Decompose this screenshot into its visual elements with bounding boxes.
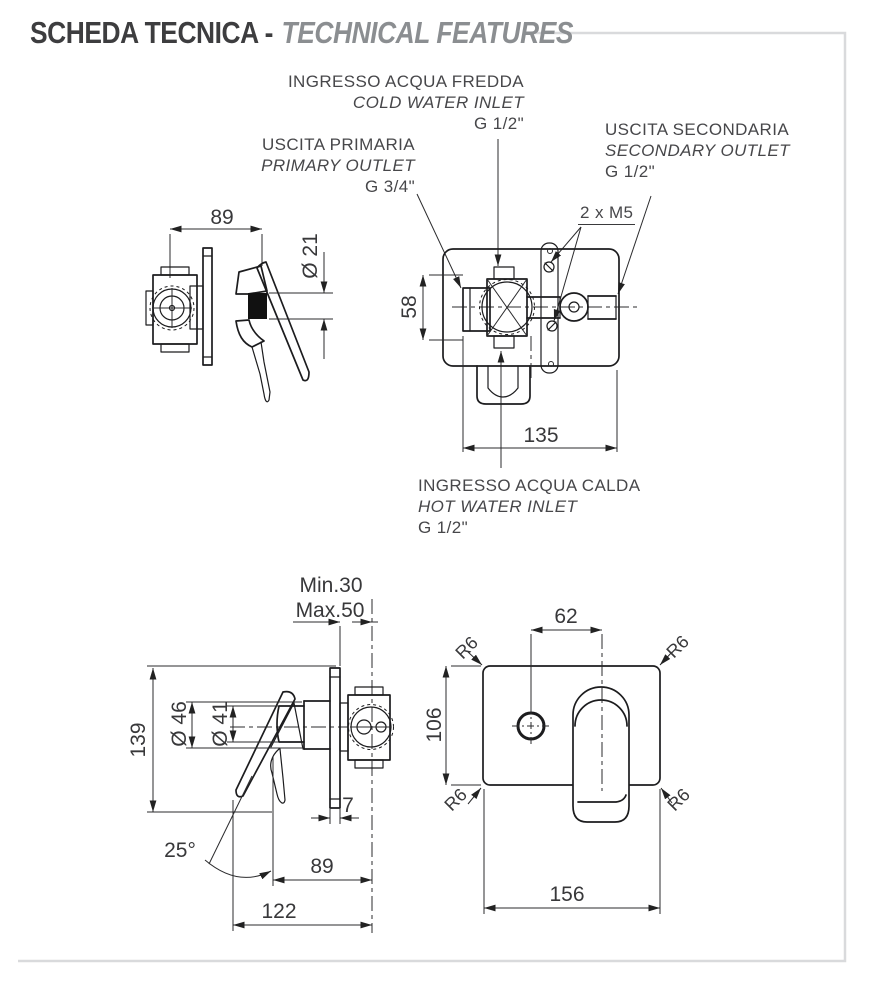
dim-plan-height: 58 bbox=[398, 295, 421, 319]
callout-cold-thread: G 1/2" bbox=[473, 114, 524, 133]
primary-outlet-leader bbox=[417, 194, 461, 288]
dim-plate-thickness: 7 bbox=[342, 794, 354, 817]
callout-secondary-en: SECONDARY OUTLET bbox=[605, 141, 790, 160]
callout-secondary-it: USCITA SECONDARIA bbox=[605, 120, 790, 139]
dim-max-depth: Max.50 bbox=[295, 599, 365, 622]
callout-cold-en: COLD WATER INLET bbox=[352, 93, 524, 112]
dim-plate-height: 106 bbox=[423, 707, 446, 743]
dim-handle-projection: 89 bbox=[310, 855, 334, 878]
callout-cold-it: INGRESSO ACQUA FREDDA bbox=[287, 72, 524, 91]
dim-radius-bottom-left: R6 bbox=[440, 784, 471, 815]
dim-min-depth: Min.30 bbox=[299, 574, 363, 597]
dim-radius-top-right: R6 bbox=[662, 631, 693, 662]
dim-base-dia: Ø 41 bbox=[209, 701, 232, 747]
page-title-italian: SCHEDA TECNICA - bbox=[30, 15, 274, 50]
callout-cold-water-inlet bbox=[288, 71, 524, 134]
dim-radius-bottom-right: R6 bbox=[663, 784, 694, 815]
dim-trim-dia: Ø 46 bbox=[168, 701, 191, 747]
callout-screws: 2 x M5 bbox=[578, 203, 635, 225]
page-title-english: TECHNICAL FEATURES bbox=[281, 15, 574, 50]
dim-plan-width: 135 bbox=[523, 424, 559, 447]
plan-view-drawing bbox=[417, 139, 651, 468]
callout-hot-it: INGRESSO ACQUA CALDA bbox=[418, 476, 641, 495]
handle-side bbox=[236, 262, 309, 692]
installed-view-drawing bbox=[147, 599, 394, 933]
callout-primary-en: PRIMARY OUTLET bbox=[261, 156, 415, 175]
valve-assembly-plan bbox=[463, 243, 616, 373]
rough-in-body bbox=[340, 687, 394, 768]
dim-total-projection: 122 bbox=[261, 900, 297, 923]
trim-plate bbox=[483, 666, 660, 785]
handle-installed bbox=[236, 692, 330, 803]
page-title bbox=[30, 15, 573, 51]
dim-hole-spacing: 62 bbox=[554, 605, 578, 628]
dim-handle-angle: 25° bbox=[164, 839, 196, 862]
callout-hot-water-inlet bbox=[418, 475, 640, 538]
dim-installed-height: 139 bbox=[127, 722, 150, 758]
callout-hot-en: HOT WATER INLET bbox=[418, 497, 578, 516]
dim-side-width: 89 bbox=[210, 206, 234, 229]
wall-plate-side bbox=[203, 248, 212, 365]
wall-plate-installed bbox=[330, 668, 340, 808]
callout-hot-thread: G 1/2" bbox=[418, 518, 469, 537]
mixer-body-side bbox=[146, 267, 203, 352]
dim-radius-top-left: R6 bbox=[451, 632, 482, 663]
plate-view-drawing bbox=[446, 630, 672, 914]
dim-plate-width: 156 bbox=[549, 883, 585, 906]
callout-secondary-thread: G 1/2" bbox=[605, 162, 656, 181]
callout-secondary-outlet bbox=[605, 119, 790, 182]
handle-front bbox=[573, 687, 629, 822]
callout-primary-outlet bbox=[261, 134, 415, 197]
dim-side-handle-dia: Ø 21 bbox=[299, 233, 322, 279]
callout-primary-it: USCITA PRIMARIA bbox=[261, 135, 415, 154]
callout-primary-thread: G 3/4" bbox=[364, 177, 415, 196]
